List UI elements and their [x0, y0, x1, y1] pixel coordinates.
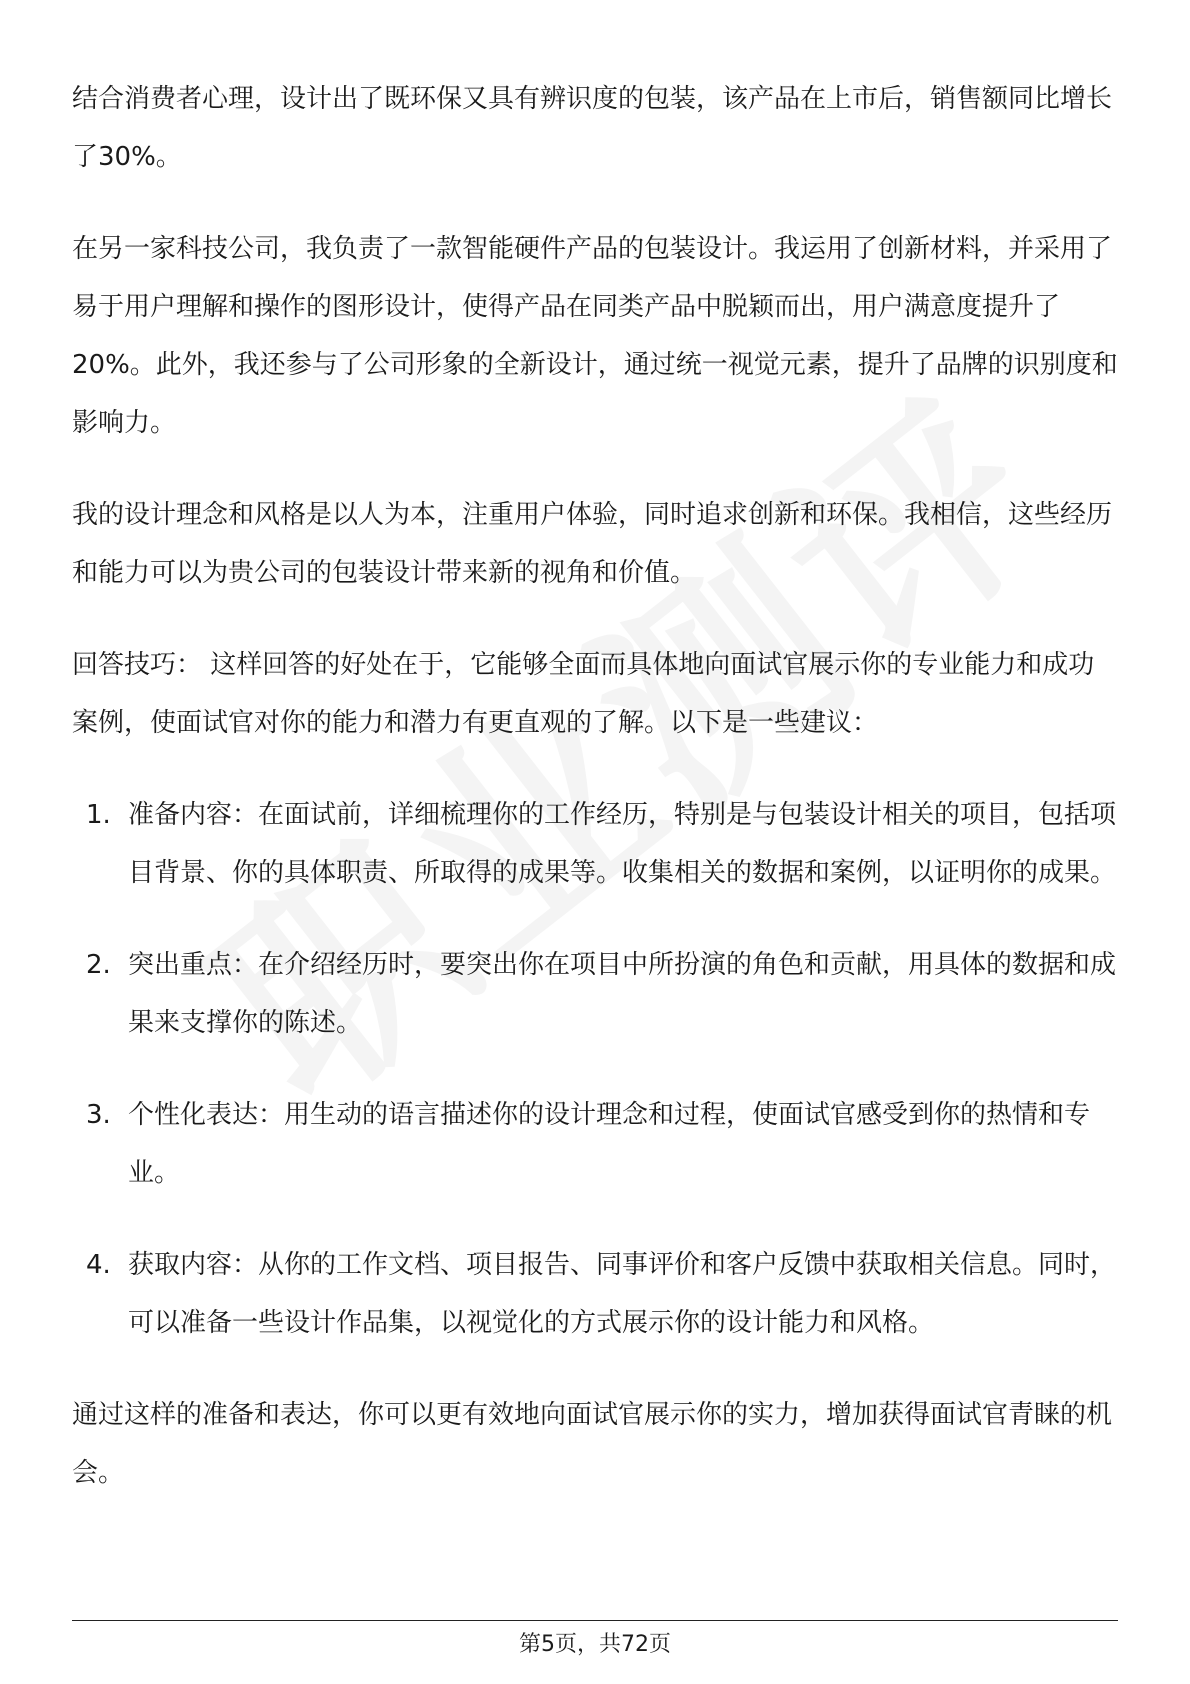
- list-number: 4.: [86, 1250, 111, 1280]
- list-item-text: 获取内容：从你的工作文档、项目报告、同事评价和客户反馈中获取相关信息。同时，可以准备一些设计作品集，以视觉化的方式展示你的设计能力和风格。: [128, 1250, 1117, 1338]
- paragraph-closing: 通过这样的准备和表达，你可以更有效地向面试官展示你的实力，增加获得面试官青睐的机会。: [72, 1400, 1113, 1488]
- suggestion-list: [72, 786, 1120, 1352]
- footer-divider: [72, 1620, 1118, 1621]
- list-number: 3.: [86, 1100, 111, 1130]
- list-number: 2.: [86, 950, 111, 980]
- list-item-text: 个性化表达：用生动的语言描述你的设计理念和过程，使面试官感受到你的热情和专业。: [128, 1100, 1091, 1188]
- paragraph-sales-result: 结合消费者心理，设计出了既环保又具有辨识度的包装，该产品在上市后，销售额同比增长了30%。: [72, 84, 1113, 172]
- list-item-text: 突出重点：在介绍经历时，要突出你在项目中所扮演的角色和贡献，用具体的数据和成果来支撑你的陈述。: [128, 950, 1117, 1038]
- page-content: [72, 70, 1120, 1536]
- paragraph-tech-company: 在另一家科技公司，我负责了一款智能硬件产品的包装设计。我运用了创新材料，并采用了易于用户理解和操作的图形设计，使得产品在同类产品中脱颖而出，用户满意度提升了20%。此外，我还参与了公司形象的全新设计，通过统一视觉元素，提升了品牌的识别度和影响力。: [72, 234, 1118, 438]
- page-number: 第5页，共72页: [519, 1632, 671, 1657]
- list-item: [72, 1086, 1120, 1202]
- list-item: [72, 786, 1120, 902]
- list-item: [72, 936, 1120, 1052]
- list-number: 1.: [86, 800, 111, 830]
- list-item: [72, 1236, 1120, 1352]
- paragraph-answer-tips: 回答技巧： 这样回答的好处在于，它能够全面而具体地向面试官展示你的专业能力和成功案例，使面试官对你的能力和潜力有更直观的了解。以下是一些建议：: [72, 650, 1095, 738]
- paragraph-design-philosophy: 我的设计理念和风格是以人为本，注重用户体验，同时追求创新和环保。我相信，这些经历和能力可以为贵公司的包装设计带来新的视角和价值。: [72, 500, 1113, 588]
- list-item-text: 准备内容：在面试前，详细梳理你的工作经历，特别是与包装设计相关的项目，包括项目背景、你的具体职责、所取得的成果等。收集相关的数据和案例，以证明你的成果。: [128, 800, 1117, 888]
